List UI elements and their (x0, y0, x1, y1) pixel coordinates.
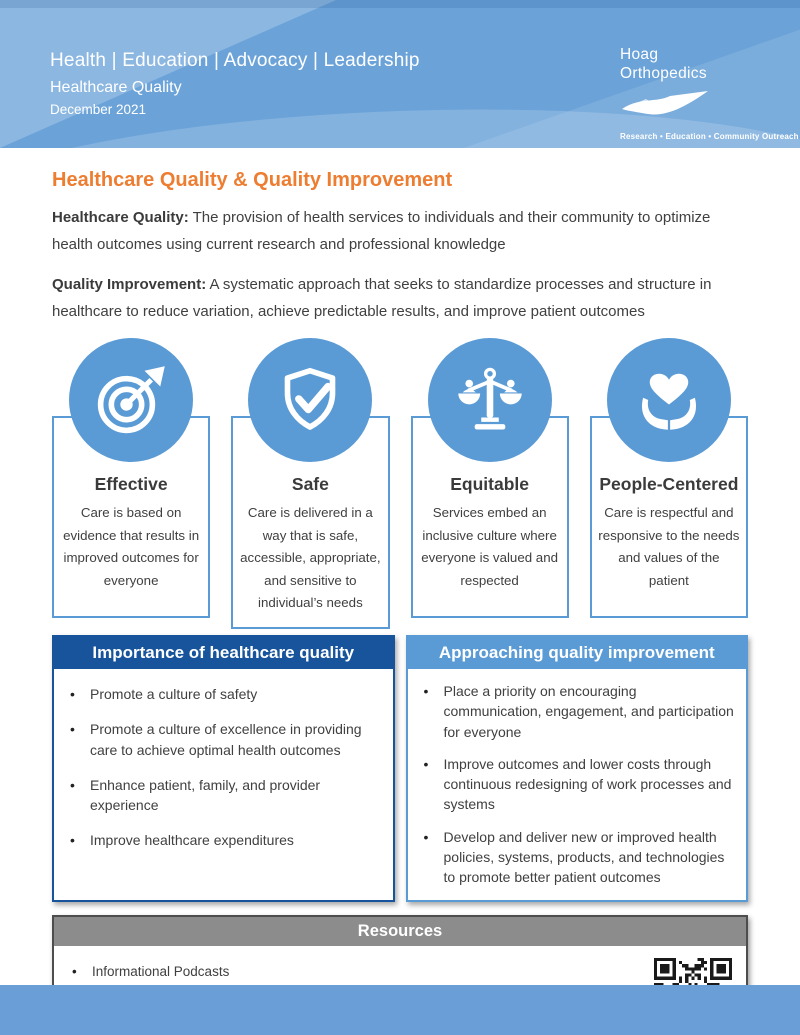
definition-term: Quality Improvement: (52, 276, 207, 293)
balance-scale-icon (428, 338, 552, 462)
logo-name-line1: Hoag (620, 46, 659, 63)
list-item: • Informational Podcasts (70, 963, 458, 981)
approach-box (406, 635, 749, 902)
info-boxes-row (52, 635, 748, 902)
target-arrow-icon (69, 338, 193, 462)
list-item: • Place a priority on encouraging communication, engagement, and participation for everyone (422, 681, 737, 742)
masthead (0, 0, 800, 148)
approach-list (422, 681, 737, 888)
definition-text: The provision of health services to individuals and their community to optimize health outcomes using current research and professional knowledge (52, 209, 711, 253)
importance-box (52, 635, 395, 902)
pillar-description: Care is respectful and responsive to the needs and values of the patient (598, 505, 740, 588)
logo-sub-tagline: Research • Education • Community Outreach (620, 132, 799, 142)
pillar-description: Services embed an inclusive culture where everyone is valued and respected (421, 505, 558, 588)
pillar-title: Equitable (450, 474, 529, 494)
definition-quality-improvement (52, 271, 748, 325)
list-item: • Improve healthcare expenditures (68, 830, 383, 850)
list-item: • Promote a culture of safety (68, 684, 383, 704)
page-content (0, 169, 800, 1035)
masthead-text (50, 50, 420, 117)
list-item: • Develop and deliver new or improved health policies, systems, products, and technologies to promote better patient outcomes (422, 827, 737, 888)
hoag-orthopedics-logo (620, 46, 799, 142)
importance-list (68, 684, 383, 851)
page-title: Healthcare Quality & Quality Improvement (52, 169, 453, 191)
logo-name-line2: Orthopedics (620, 64, 707, 82)
pillar-description: Care is based on evidence that results in improved outcomes for everyone (63, 505, 200, 588)
pillar-safe (231, 338, 389, 629)
masthead-tagline: Health | Education | Advocacy | Leadership (50, 50, 420, 71)
pillar-equitable (411, 338, 569, 629)
pillar-effective (52, 338, 210, 629)
approach-box-title: Approaching quality improvement (408, 637, 747, 669)
pillar-title: Safe (291, 474, 329, 494)
list-item: • Improve outcomes and lower costs through continuous redesigning of work processes and systems (422, 754, 737, 815)
header-top-strip (0, 0, 800, 8)
pillar-title: Effective (94, 474, 168, 494)
list-item: • Enhance patient, family, and provider experience (68, 775, 383, 816)
hands-heart-icon (607, 338, 731, 462)
resources-title: Resources (54, 917, 746, 946)
issue-date: December 2021 (50, 102, 147, 117)
definition-term: Healthcare Quality: (52, 209, 189, 226)
definition-text: A systematic approach that seeks to standardize processes and structure in healthcare to reduce variation, achieve predictable results, and improve patient outcomes (52, 276, 712, 320)
definition-healthcare-quality (52, 204, 748, 258)
pillar-title: People-Centered (599, 474, 739, 494)
newsletter-title: Healthcare Quality (50, 79, 182, 96)
shield-check-icon (248, 338, 372, 462)
quality-pillars (52, 338, 748, 629)
pillar-description: Care is delivered in a way that is safe, accessible, appropriate, and sensitive to individual’s needs (240, 505, 381, 611)
footer-bar (0, 985, 800, 1035)
pillar-people-centered (590, 338, 748, 629)
list-item: • Promote a culture of excellence in providing care to achieve optimal health outcomes (68, 719, 383, 760)
importance-box-title: Importance of healthcare quality (54, 637, 393, 669)
hoag-swoosh-icon (620, 91, 780, 122)
